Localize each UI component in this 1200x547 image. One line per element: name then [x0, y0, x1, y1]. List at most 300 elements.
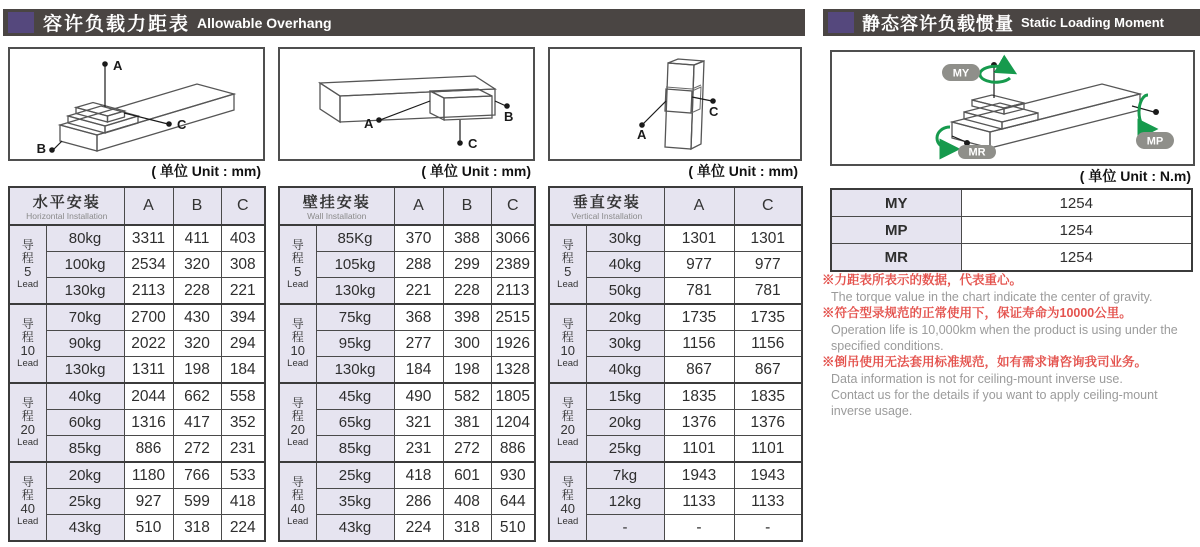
unit-label-nm: ( 单位 Unit : N.m)	[1079, 168, 1191, 184]
value-cell: 1316	[124, 410, 173, 436]
unit-label-mm: ( 单位 Unit : mm)	[688, 163, 798, 179]
moment-row	[831, 244, 1192, 272]
lead-char: 程	[21, 408, 34, 423]
lead-char: 导	[291, 395, 304, 410]
table-row	[9, 489, 265, 515]
lead-en: Lead	[287, 278, 309, 290]
value-cell: 1926	[491, 331, 535, 357]
value-cell: 510	[491, 515, 535, 542]
load-cell: 130kg	[316, 278, 394, 305]
lead-char: 程	[21, 250, 34, 265]
value-cell: 388	[443, 225, 491, 252]
value-cell: 294	[221, 331, 265, 357]
value-cell: 231	[221, 436, 265, 463]
table-row	[279, 410, 535, 436]
column-header-a: A	[124, 187, 173, 225]
load-cell: 43kg	[316, 515, 394, 542]
value-cell: 1835	[664, 383, 734, 410]
table-row	[549, 357, 802, 384]
table-row	[279, 436, 535, 463]
moment-row	[831, 189, 1192, 217]
table-row	[9, 515, 265, 542]
value-cell: 394	[221, 304, 265, 331]
value-cell: 299	[443, 252, 491, 278]
lead-char: 程	[561, 487, 574, 502]
lead-group-cell	[549, 304, 586, 383]
lead-char: 程	[21, 329, 34, 344]
table-row	[549, 436, 802, 463]
value-cell: 1133	[734, 489, 802, 515]
load-cell: 75kg	[316, 304, 394, 331]
lead-number: 20	[20, 421, 35, 437]
table-title-cn: 垂直安装	[572, 194, 641, 211]
load-cell: 40kg	[586, 252, 664, 278]
load-cell: 43kg	[46, 515, 124, 542]
lead-group-cell	[279, 383, 316, 462]
value-cell: 2044	[124, 383, 173, 410]
value-cell: 286	[394, 489, 443, 515]
load-cell: 7kg	[586, 462, 664, 489]
note-text-en: Operation life is 10,000km when the product is using under the specified conditions.	[831, 323, 1178, 353]
moment-row	[831, 217, 1192, 244]
table-row	[549, 304, 802, 331]
lead-char: 程	[291, 329, 304, 344]
lead-number: 20	[290, 421, 305, 437]
lead-char: 导	[561, 474, 574, 489]
value-cell: 977	[664, 252, 734, 278]
value-cell: 1301	[734, 225, 802, 252]
note-item	[822, 272, 1200, 305]
lead-number: 10	[290, 342, 305, 358]
column-header-c: C	[734, 187, 802, 225]
load-cell: 25kg	[586, 436, 664, 463]
note-text-cn: ※力距表所表示的数据，代表重心。	[822, 273, 1023, 287]
moment-axis-cell: MP	[831, 217, 961, 244]
load-cell: 85Kg	[316, 225, 394, 252]
lead-en: Lead	[17, 357, 39, 369]
value-cell: 599	[173, 489, 221, 515]
note-text-en: The torque value in the chart indicate the center of gravity.	[831, 290, 1153, 304]
load-cell: 25kg	[46, 489, 124, 515]
lead-group-cell	[9, 383, 46, 462]
lead-char: 导	[21, 237, 34, 252]
value-cell: 582	[443, 383, 491, 410]
table-row	[279, 278, 535, 305]
column-header-b: B	[173, 187, 221, 225]
value-cell: 318	[173, 515, 221, 542]
value-cell: 1735	[734, 304, 802, 331]
unit-label-mm: ( 单位 Unit : mm)	[421, 163, 531, 179]
note-text-en: Data information is not for ceiling-mount inverse use.	[831, 372, 1123, 386]
table-row	[9, 225, 265, 252]
value-cell: 2515	[491, 304, 535, 331]
value-cell: 1835	[734, 383, 802, 410]
value-cell: 781	[664, 278, 734, 305]
column-header-c: C	[491, 187, 535, 225]
horizontal-installation-table	[8, 186, 266, 542]
value-cell: 927	[124, 489, 173, 515]
diagram-wall-installation	[278, 47, 535, 161]
lead-en: Lead	[557, 436, 579, 448]
table-row	[279, 515, 535, 542]
table-row	[549, 462, 802, 489]
lead-group-cell	[279, 462, 316, 541]
table-row	[9, 331, 265, 357]
moment-axis-cell: MY	[831, 189, 961, 217]
load-cell: 30kg	[586, 225, 664, 252]
lead-char: 导	[291, 316, 304, 331]
load-cell: 85kg	[46, 436, 124, 463]
lead-char: 程	[561, 250, 574, 265]
overhang-title-cn: 容许负载力距表	[43, 14, 191, 35]
moment-axis-cell: MR	[831, 244, 961, 272]
lead-number: 5	[294, 263, 302, 279]
value-cell: -	[664, 515, 734, 542]
lead-en: Lead	[287, 515, 309, 527]
value-cell: 1180	[124, 462, 173, 489]
vertical-installation-table	[548, 186, 803, 542]
lead-en: Lead	[17, 515, 39, 527]
label-a: A	[364, 116, 374, 131]
value-cell: 224	[221, 515, 265, 542]
lead-char: 程	[291, 408, 304, 423]
load-cell: 60kg	[46, 410, 124, 436]
load-cell: 20kg	[586, 410, 664, 436]
value-cell: 411	[173, 225, 221, 252]
value-cell: 1156	[734, 331, 802, 357]
value-cell: 403	[221, 225, 265, 252]
value-cell: 288	[394, 252, 443, 278]
value-cell: 320	[173, 252, 221, 278]
value-cell: 1943	[664, 462, 734, 489]
table-row	[549, 225, 802, 252]
value-cell: 408	[443, 489, 491, 515]
moment-title-cn: 静态容许负载惯量	[862, 13, 1014, 34]
moment-title-en: Static Loading Moment	[1021, 15, 1164, 30]
footnotes	[822, 272, 1200, 419]
value-cell: 430	[173, 304, 221, 331]
accent-square	[8, 12, 34, 33]
value-cell: 370	[394, 225, 443, 252]
value-cell: 381	[443, 410, 491, 436]
lead-group-cell	[549, 225, 586, 304]
table-row	[279, 462, 535, 489]
load-cell: 12kg	[586, 489, 664, 515]
value-cell: 398	[443, 304, 491, 331]
value-cell: 198	[443, 357, 491, 384]
value-cell: 272	[173, 436, 221, 463]
load-cell: 85kg	[316, 436, 394, 463]
note-text-cn: ※倒吊使用无法套用标准规范，如有需求请咨询我司业务。	[822, 355, 1148, 369]
diagram-vertical-installation	[548, 47, 802, 161]
label-b: B	[36, 141, 46, 155]
label-c: C	[177, 117, 187, 132]
value-cell: 867	[734, 357, 802, 384]
table-row	[9, 278, 265, 305]
moment-value-cell: 1254	[961, 189, 1192, 217]
lead-group-cell	[9, 462, 46, 541]
table-row	[9, 410, 265, 436]
load-cell: 80kg	[46, 225, 124, 252]
lead-group-cell	[279, 304, 316, 383]
value-cell: 1376	[664, 410, 734, 436]
rail-isometric-drawing	[280, 49, 529, 155]
table-row	[549, 331, 802, 357]
load-cell: 130kg	[316, 357, 394, 384]
value-cell: 1133	[664, 489, 734, 515]
load-cell: 90kg	[46, 331, 124, 357]
lead-group-cell	[549, 383, 586, 462]
unit-label-mm: ( 单位 Unit : mm)	[151, 163, 261, 179]
value-cell: 198	[173, 357, 221, 384]
table-row	[9, 304, 265, 331]
table-title-cn: 壁挂安装	[302, 194, 371, 211]
lead-char: 程	[21, 487, 34, 502]
lead-char: 导	[21, 395, 34, 410]
table-row	[279, 225, 535, 252]
value-cell: 308	[221, 252, 265, 278]
load-cell: 130kg	[46, 357, 124, 384]
value-cell: 1301	[664, 225, 734, 252]
lead-en: Lead	[287, 436, 309, 448]
column-header-a: A	[394, 187, 443, 225]
table-row	[9, 383, 265, 410]
value-cell: 510	[124, 515, 173, 542]
value-cell: 662	[173, 383, 221, 410]
lead-group-cell	[9, 304, 46, 383]
value-cell: 221	[394, 278, 443, 305]
value-cell: 867	[664, 357, 734, 384]
value-cell: 886	[491, 436, 535, 463]
table-row	[279, 383, 535, 410]
load-cell: -	[586, 515, 664, 542]
value-cell: 886	[124, 436, 173, 463]
table-row	[279, 252, 535, 278]
value-cell: 766	[173, 462, 221, 489]
value-cell: 318	[443, 515, 491, 542]
lead-number: 40	[290, 500, 305, 516]
table-title-en: Wall Installation	[307, 211, 367, 221]
moment-value-cell: 1254	[961, 217, 1192, 244]
value-cell: 1101	[734, 436, 802, 463]
lead-group-cell	[279, 225, 316, 304]
lead-char: 程	[291, 487, 304, 502]
value-cell: 231	[394, 436, 443, 463]
lead-char: 导	[291, 474, 304, 489]
lead-char: 导	[561, 237, 574, 252]
value-cell: 1328	[491, 357, 535, 384]
value-cell: 1943	[734, 462, 802, 489]
lead-char: 导	[561, 395, 574, 410]
lead-number: 10	[20, 342, 35, 358]
table-row	[9, 252, 265, 278]
value-cell: 644	[491, 489, 535, 515]
value-cell: 224	[394, 515, 443, 542]
wall-installation-table	[278, 186, 536, 542]
lead-group-cell	[9, 225, 46, 304]
value-cell: 418	[394, 462, 443, 489]
value-cell: 2022	[124, 331, 173, 357]
load-cell: 65kg	[316, 410, 394, 436]
value-cell: 321	[394, 410, 443, 436]
load-cell: 100kg	[46, 252, 124, 278]
table-row	[9, 357, 265, 384]
load-cell: 30kg	[586, 331, 664, 357]
table-row	[549, 515, 802, 542]
value-cell: 601	[443, 462, 491, 489]
label-c: C	[709, 104, 719, 119]
table-title-cn: 水平安装	[32, 194, 101, 211]
value-cell: 558	[221, 383, 265, 410]
mr-label: MR	[968, 146, 986, 159]
table-row	[9, 436, 265, 463]
value-cell: -	[734, 515, 802, 542]
table-row	[279, 357, 535, 384]
diagram-moment-axes	[830, 50, 1195, 166]
lead-number: 20	[560, 421, 575, 437]
table-row	[549, 410, 802, 436]
table-title-en: Vertical Installation	[571, 211, 643, 221]
load-cell: 35kg	[316, 489, 394, 515]
table-row	[9, 462, 265, 489]
table-row	[549, 383, 802, 410]
table-title-en: Horizontal Installation	[26, 211, 108, 221]
load-cell: 15kg	[586, 383, 664, 410]
value-cell: 417	[173, 410, 221, 436]
value-cell: 3066	[491, 225, 535, 252]
lead-en: Lead	[557, 357, 579, 369]
lead-en: Lead	[17, 436, 39, 448]
note-item	[822, 354, 1200, 419]
lead-char: 导	[291, 237, 304, 252]
value-cell: 533	[221, 462, 265, 489]
moment-value-cell: 1254	[961, 244, 1192, 272]
value-cell: 1101	[664, 436, 734, 463]
overhang-title-en: Allowable Overhang	[197, 14, 332, 31]
value-cell: 2700	[124, 304, 173, 331]
table-row	[279, 489, 535, 515]
lead-group-cell	[549, 462, 586, 541]
load-cell: 20kg	[586, 304, 664, 331]
value-cell: 930	[491, 462, 535, 489]
value-cell: 1311	[124, 357, 173, 384]
value-cell: 977	[734, 252, 802, 278]
note-text-en: Contact us for the details if you want to apply ceiling-mount inverse usage.	[831, 388, 1158, 418]
label-b: B	[504, 109, 514, 124]
label-a: A	[113, 58, 123, 73]
load-cell: 40kg	[586, 357, 664, 384]
lead-char: 导	[21, 316, 34, 331]
value-cell: 300	[443, 331, 491, 357]
load-cell: 20kg	[46, 462, 124, 489]
value-cell: 418	[221, 489, 265, 515]
rail-isometric-drawing	[10, 49, 259, 155]
lead-char: 导	[21, 474, 34, 489]
lead-en: Lead	[17, 278, 39, 290]
lead-number: 5	[24, 263, 32, 279]
note-text-cn: ※符合型录规范的正常使用下，保证寿命为10000公里。	[822, 306, 1132, 320]
table-row	[279, 331, 535, 357]
lead-en: Lead	[557, 278, 579, 290]
moment-section-header	[823, 9, 1200, 36]
value-cell: 2113	[491, 278, 535, 305]
value-cell: 368	[394, 304, 443, 331]
value-cell: 228	[173, 278, 221, 305]
value-cell: 3311	[124, 225, 173, 252]
table-row	[279, 304, 535, 331]
load-cell: 70kg	[46, 304, 124, 331]
value-cell: 320	[173, 331, 221, 357]
my-label: MY	[952, 67, 970, 80]
value-cell: 272	[443, 436, 491, 463]
value-cell: 2389	[491, 252, 535, 278]
value-cell: 1376	[734, 410, 802, 436]
table-row	[549, 278, 802, 305]
lead-number: 40	[20, 500, 35, 516]
load-cell: 105kg	[316, 252, 394, 278]
value-cell: 228	[443, 278, 491, 305]
column-header-a: A	[664, 187, 734, 225]
table-row	[549, 489, 802, 515]
value-cell: 352	[221, 410, 265, 436]
lead-char: 程	[561, 329, 574, 344]
load-cell: 25kg	[316, 462, 394, 489]
value-cell: 2113	[124, 278, 173, 305]
accent-square	[828, 12, 854, 33]
moment-axes-drawing	[832, 52, 1189, 160]
lead-char: 程	[291, 250, 304, 265]
value-cell: 184	[394, 357, 443, 384]
mp-label: MP	[1146, 135, 1164, 148]
value-cell: 1805	[491, 383, 535, 410]
load-cell: 95kg	[316, 331, 394, 357]
diagram-horizontal-installation	[8, 47, 265, 161]
table-title-cell	[549, 187, 664, 225]
lead-number: 40	[560, 500, 575, 516]
load-cell: 50kg	[586, 278, 664, 305]
value-cell: 490	[394, 383, 443, 410]
lead-number: 5	[564, 263, 572, 279]
table-title-cell	[279, 187, 394, 225]
lead-number: 10	[560, 342, 575, 358]
column-header-c: C	[221, 187, 265, 225]
label-c: C	[468, 136, 478, 151]
value-cell: 221	[221, 278, 265, 305]
load-cell: 45kg	[316, 383, 394, 410]
table-row	[549, 252, 802, 278]
table-title-cell	[9, 187, 124, 225]
value-cell: 1204	[491, 410, 535, 436]
lead-char: 程	[561, 408, 574, 423]
column-header-b: B	[443, 187, 491, 225]
value-cell: 781	[734, 278, 802, 305]
label-a: A	[637, 127, 647, 142]
lead-en: Lead	[557, 515, 579, 527]
load-cell: 40kg	[46, 383, 124, 410]
note-item	[822, 305, 1200, 354]
load-cell: 130kg	[46, 278, 124, 305]
overhang-section-header	[3, 9, 805, 36]
lead-en: Lead	[287, 357, 309, 369]
value-cell: 1156	[664, 331, 734, 357]
rail-isometric-drawing	[550, 49, 796, 155]
value-cell: 184	[221, 357, 265, 384]
lead-char: 导	[561, 316, 574, 331]
value-cell: 277	[394, 331, 443, 357]
value-cell: 2534	[124, 252, 173, 278]
value-cell: 1735	[664, 304, 734, 331]
static-moment-table	[830, 188, 1193, 272]
